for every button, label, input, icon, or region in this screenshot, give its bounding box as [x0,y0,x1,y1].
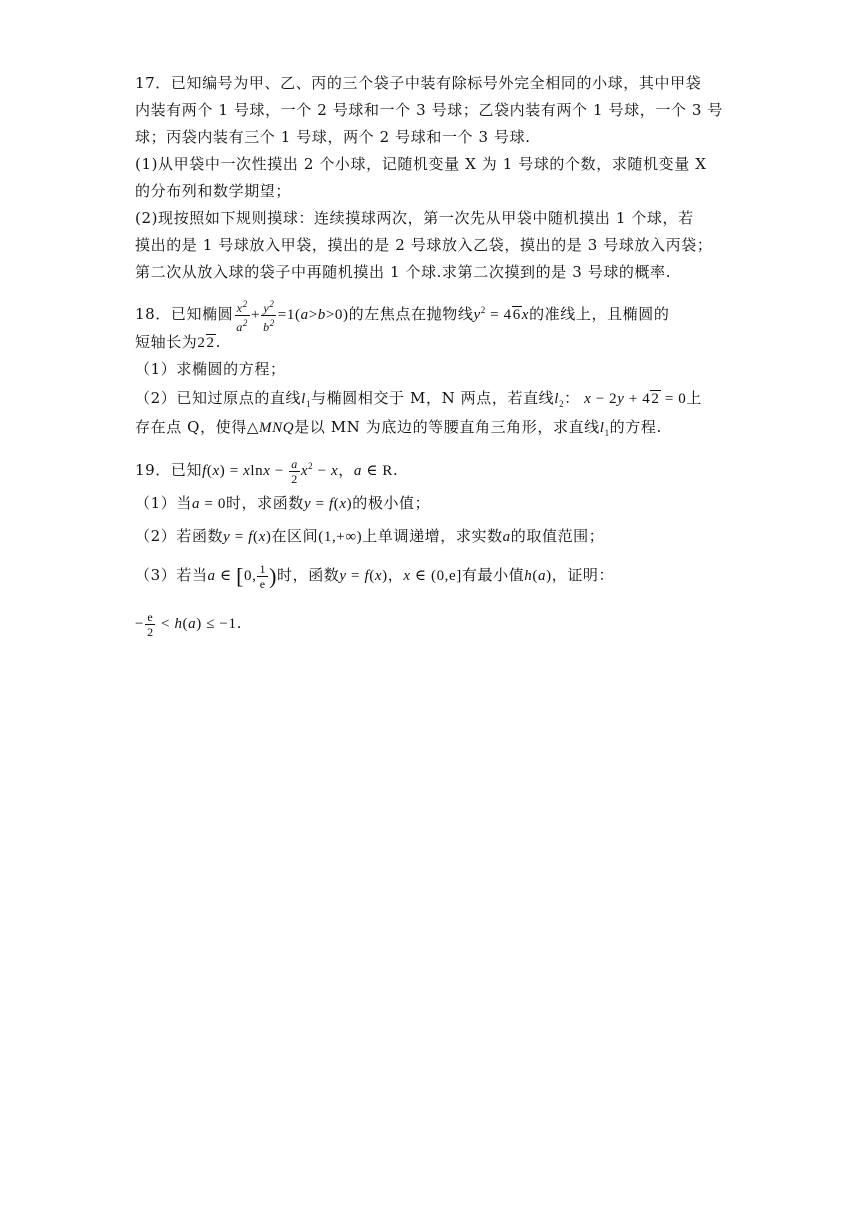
line-l1-symbol: $l_1$ [599,420,610,438]
a-equals-zero: a = 0 [191,496,226,512]
q18-text: 与椭圆相交于 M，N 两点，若直线 [311,389,555,407]
q19-text: 有最小值 [461,566,525,584]
q18-line-5 [135,416,725,444]
line-l2-equation: $l_2$： x − 2y + 42 = 0 [554,391,687,409]
q19-text: （1）当 [135,494,192,512]
a-symbol: a [502,529,511,545]
q18-line-4 [135,387,725,415]
q19-text: 上单调递增，求实数 [362,527,503,545]
q19-text: （3）若当 [135,566,208,584]
q19-text: （2）若函数 [135,527,224,545]
function-definition: f(x) = xlnx − $\frac{a}{2}$ $x^2 - x$ [202,457,339,487]
q18-text: 存在点 Q，使得 [135,418,247,436]
q19-line-3 [135,525,725,548]
q19-text: 时，求函数 [225,494,304,512]
q19-text: 的取值范围； [510,527,605,545]
interval-1-infinity: (1,+∞) [318,529,363,545]
inequality-to-prove: − $\frac{e}{2}$ < h(a) ≤ −1 [135,610,237,640]
y-equals-fx: y = f(x) [223,529,272,545]
q18-line-2 [135,331,725,354]
line-l1-symbol: $l_1$ [301,391,312,409]
y-equals-fx: y = f(x) [303,496,353,512]
q19-line-4 [135,557,725,593]
a-domain: a ∈ R [353,463,394,479]
q19-text: 的极小值； [352,494,431,512]
q17-line-7: 摸出的是 1 号球放入甲袋，摸出的是 2 号球放入乙袋，摸出的是 3 号球放入丙袋； [135,236,713,254]
minor-axis-length: 22 [197,335,215,351]
q19-line-2 [135,492,725,515]
q18-text: 18．已知椭圆 [135,305,234,323]
q18-text: 的准线上，且椭圆的 [529,305,670,323]
triangle-mnq: △MNQ [246,420,295,436]
q17-line-6: (2)现按照如下规则摸球：连续摸球两次，第一次先从甲袋中随机摸出 1 个球，若 [135,209,694,227]
parabola-equation: $y^2 = 46x$ [473,305,530,323]
q18-text: 上 [686,389,702,407]
h-of-a: h(a) [524,568,552,584]
q19-text: ， [387,566,404,584]
q19-text: 19．已知 [135,461,203,479]
q18-line-1 [135,292,725,335]
q17-line-1: 17．已知编号为甲、乙、丙的三个袋子中装有除标号外完全相同的小球，其中甲袋 [135,74,702,92]
q18-text: 的左焦点在抛物线 [348,305,474,323]
a-interval: a ∈ [0, $\frac{1}{e}$ ) [207,562,277,592]
q18-text: 的方程. [609,418,662,436]
q19-line-1 [135,448,725,487]
q18-line-3: （1）求椭圆的方程； [135,360,286,378]
q17-line-8: 第二次从放入球的袋子中再随机摸出 1 个球.求第二次摸到的是 3 号球的概率. [135,263,672,281]
q17-line-2: 内装有两个 1 号球，一个 2 号球和一个 3 号球；乙袋内装有两个 1 号球，一个 3 号 [135,101,724,119]
q19-text: . [393,461,399,479]
q19-line-5 [135,605,725,641]
q18-text: . [215,333,221,351]
y-equals-fx: y = f(x) [339,568,388,584]
q19-text: 时，函数 [277,566,340,584]
x-domain: x ∈ (0,e] [403,568,462,584]
q19-text: ， [338,461,354,479]
q17-line-3: 球；丙袋内装有三个 1 号球，两个 2 号球和一个 3 号球. [135,128,531,146]
q19-text: ，证明： [551,566,615,584]
q19-text: . [236,614,242,632]
q19-text: 在区间 [271,527,319,545]
q17-line-4: (1)从甲袋中一次性摸出 2 个小球，记随机变量 X 为 1 号球的个数，求随机变量 X [135,155,707,173]
ellipse-equation: $\frac{x^2}{a^2}$ + $\frac{y^2}{b^2}$ =1(a>b>0) [236,299,349,335]
q17-line-5: 的分布列和数学期望； [135,182,292,200]
q18-text: （2）已知过原点的直线 [135,389,302,407]
q18-text: 短轴长为 [135,333,198,351]
q18-text: 是以 MN 为底边的等腰直角三角形，求直线 [294,418,600,436]
